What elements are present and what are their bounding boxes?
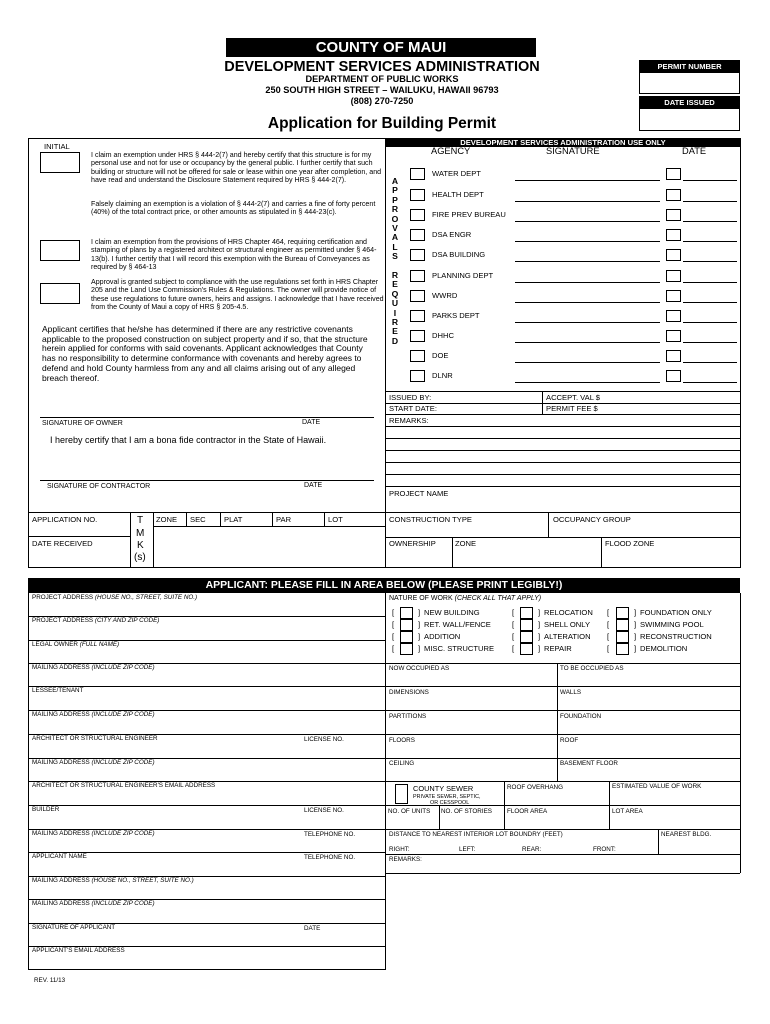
walls-label: WALLS (560, 689, 582, 696)
dimensions-label: DIMENSIONS (389, 689, 429, 696)
legal-owner-label: LEGAL OWNER (FULL NAME) (32, 641, 120, 648)
applicant-banner: APPLICANT: PLEASE FILL IN AREA BELOW (PLEASE PRINT LEGIBLY!) (28, 578, 740, 593)
agency-label-3: DSA ENGR (432, 230, 472, 239)
work-col1-label-3: MISC. STRUCTURE (424, 644, 495, 653)
date-issued-box[interactable] (639, 96, 740, 131)
work-col1-label-1: RET. WALL/FENCE (424, 620, 491, 629)
floors-label: FLOORS (389, 737, 415, 744)
admin-title: DEVELOPMENT SERVICES ADMINISTRATION (224, 59, 540, 75)
no-stories-label: NO. OF STORIES (441, 808, 492, 815)
agency-check-9[interactable] (410, 350, 425, 362)
work-col1-checkbox-3[interactable] (400, 643, 413, 655)
work-col1-checkbox-2[interactable] (400, 631, 413, 643)
estimated-value-label: ESTIMATED VALUE OF WORK (612, 783, 702, 790)
dsa-header: DEVELOPMENT SERVICES ADMINISTRATION USE ONLY (386, 138, 740, 147)
work-col2-checkbox-3[interactable] (520, 643, 533, 655)
contractor-signature-field[interactable] (40, 461, 374, 480)
private-sewer-checkbox[interactable] (395, 794, 408, 804)
architect-extra-label: LICENSE NO. (304, 736, 344, 743)
work-col2-checkbox-0[interactable] (520, 607, 533, 619)
project-name-label: PROJECT NAME (389, 489, 449, 498)
agency-date-box-10[interactable] (666, 370, 681, 382)
agency-label-0: WATER DEPT (432, 169, 481, 178)
agency-label-7: PARKS DEPT (432, 311, 480, 320)
flood-zone-label: FLOOD ZONE (605, 539, 655, 548)
agency-date-box-8[interactable] (666, 330, 681, 342)
tmk-lot-label: LOT (328, 515, 343, 524)
initial-box-1[interactable] (40, 152, 80, 173)
owner-signature-field[interactable] (40, 398, 374, 417)
basement-floor-label: BASEMENT FLOOR (560, 760, 618, 767)
agency-label-1: HEALTH DEPT (432, 190, 484, 199)
issued-by-label: ISSUED BY: (389, 393, 432, 402)
agency-date-box-3[interactable] (666, 229, 681, 241)
accept-val-label: ACCEPT. VAL $ (546, 393, 601, 402)
work-col3-label-2: RECONSTRUCTION (640, 632, 712, 641)
signature-owner-label: SIGNATURE OF OWNER (42, 420, 123, 427)
work-col3-checkbox-2[interactable] (616, 631, 629, 643)
private-sewer-label: PRIVATE SEWER, SEPTIC, (413, 794, 481, 800)
work-col1-checkbox-0[interactable] (400, 607, 413, 619)
initial-box-3[interactable] (40, 283, 80, 304)
applicant-name-extra-label: TELEPHONE NO. (304, 854, 356, 861)
applicant-signature-label: SIGNATURE OF APPLICANT (32, 924, 116, 931)
work-col2-checkbox-1[interactable] (520, 619, 533, 631)
tmk-t: T (137, 515, 144, 526)
contractor-certify-text: I hereby certify that I am a bona fide contractor in the State of Hawaii. (50, 435, 327, 445)
revision-label: REV. 11/13 (34, 977, 66, 984)
ownership-label: OWNERSHIP (389, 539, 436, 548)
agency-label-2: FIRE PREV BUREAU (432, 210, 506, 219)
right-label: RIGHT: (389, 846, 410, 853)
agency-label-6: WWRD (432, 291, 458, 300)
exemption-444-text: I claim an exemption under HRS § 444-2(7) and hereby certify that this structure is for my personal use and not for use or occupancy by the general public. I further certify that such building or structure will not be offered for sale or lease within one year after completion, and have read and understand the Disclosure Statement required by HRS § 444-2(7). (91, 151, 382, 185)
work-col3-label-3: DEMOLITION (640, 644, 688, 653)
date-received-label: DATE RECEIVED (32, 539, 93, 548)
applicant-name-label: APPLICANT NAME (32, 853, 87, 860)
agency-check-10[interactable] (410, 370, 425, 382)
agency-check-1[interactable] (410, 189, 425, 201)
architect-mailing-label: MAILING ADDRESS (INCLUDE ZIP CODE) (32, 759, 155, 766)
tmk-par-label: PAR (276, 515, 292, 524)
roof-label: ROOF (560, 737, 579, 744)
now-occupied-label: NOW OCCUPIED AS (389, 665, 450, 672)
owner-date-label: DATE (302, 419, 321, 426)
tmk-m: M (136, 528, 145, 539)
roof-overhang-label: ROOF OVERHANG (507, 784, 563, 791)
lot-area-label: LOT AREA (612, 808, 643, 815)
tmk-zone-label: ZONE (156, 515, 178, 524)
exemption-444-penalty-text: Falsely claiming an exemption is a violation of § 444-2(7) and carries a fine of forty percent (40%) of the total contract price, or other amounts as stipulated in § 444-23(c). (91, 200, 376, 217)
builder-extra-label: LICENSE NO. (304, 807, 344, 814)
tmk-s: (s) (134, 552, 146, 563)
work-col2-label-1: SHELL ONLY (544, 620, 591, 629)
start-date-label: START DATE: (389, 404, 437, 413)
work-col3-label-0: FOUNDATION ONLY (640, 608, 712, 617)
construction-type-label: CONSTRUCTION TYPE (389, 515, 472, 524)
rear-label: REAR: (522, 846, 542, 853)
nearest-bldg-label: NEAREST BLDG. (661, 831, 712, 838)
agency-check-3[interactable] (410, 229, 425, 241)
cesspool-label: OR CESSPOOL (430, 800, 470, 806)
agency-date-box-5[interactable] (666, 270, 681, 282)
agency-label-8: DHHC (432, 331, 454, 340)
applicant-mailing-label: MAILING ADDRESS (HOUSE NO., STREET, SUITE NO.) (32, 877, 194, 884)
builder-mailing-label: MAILING ADDRESS (INCLUDE ZIP CODE) (32, 830, 155, 837)
dept-name: DEPARTMENT OF PUBLIC WORKS (305, 74, 459, 84)
work-col1-label-0: NEW BUILDING (424, 608, 480, 617)
agency-date-box-6[interactable] (666, 290, 681, 302)
permit-fee-label: PERMIT FEE $ (546, 404, 598, 413)
agency-check-7[interactable] (410, 310, 425, 322)
approvals-required-vertical: A P P R O V A L S R E Q U I R E D (391, 176, 399, 346)
agency-check-5[interactable] (410, 270, 425, 282)
project-address-label: PROJECT ADDRESS (HOUSE NO., STREET, SUITE NO.) (32, 594, 198, 601)
agency-date-box-0[interactable] (666, 168, 681, 180)
floor-area-label: FLOOR AREA (507, 808, 548, 815)
tmk-sec-label: SEC (190, 515, 206, 524)
agency-label-4: DSA BUILDING (432, 250, 486, 259)
agency-label-10: DLNR (432, 371, 453, 380)
owner-mailing-label: MAILING ADDRESS (INCLUDE ZIP CODE) (32, 664, 155, 671)
work-col2-label-2: ALTERATION (544, 632, 591, 641)
page-title: Application for Building Permit (267, 115, 497, 132)
project-city-zip-label: PROJECT ADDRESS (CITY AND ZIP CODE) (32, 617, 160, 624)
no-units-label: NO. OF UNITS (388, 808, 431, 815)
zone-label: ZONE (455, 539, 477, 548)
contractor-date-label: DATE (304, 482, 323, 489)
left-label: LEFT: (459, 846, 476, 853)
covenant-certification-text: Applicant certifies that he/she has determined if there are any restrictive covenants applicable to the proposed construction on subject property and if so, that the structure herein applied for conforms with said covenants. Applicant acknowledges that County has no responsibility to determine conformance with covenants and hereby agrees to defend and hold County harmless from any and all claims arising out of any alleged breach thereof. (42, 324, 368, 383)
work-col1-label-2: ADDITION (424, 632, 461, 641)
architect-label: ARCHITECT OR STRUCTURAL ENGINEER (32, 735, 158, 742)
permit-number-label: PERMIT NUMBER (640, 61, 739, 73)
applicant-mailing-zip-label: MAILING ADDRESS (INCLUDE ZIP CODE) (32, 900, 155, 907)
agency-date-box-7[interactable] (666, 310, 681, 322)
front-label: FRONT: (593, 846, 616, 853)
agency-date-box-9[interactable] (666, 350, 681, 362)
county-banner: COUNTY OF MAUI (226, 38, 536, 57)
dept-address: 250 SOUTH HIGH STREET – WAILUKU, HAWAII 96793 (265, 85, 499, 95)
date-col-label: DATE (682, 146, 707, 156)
applicant-signature-extra-label: DATE (304, 925, 321, 932)
dept-phone: (808) 270-7250 (350, 96, 414, 106)
lessee-tenant-label: LESSEE/TENANT (32, 687, 84, 694)
initial-box-2[interactable] (40, 240, 80, 261)
lessee-mailing-label: MAILING ADDRESS (INCLUDE ZIP CODE) (32, 711, 155, 718)
agency-date-box-2[interactable] (666, 209, 681, 221)
signature-col-label: SIGNATURE (546, 146, 600, 156)
builder-label: BUILDER (32, 806, 60, 813)
work-col2-label-3: REPAIR (544, 644, 572, 653)
work-col3-label-1: SWIMMING POOL (640, 620, 704, 629)
agency-date-box-4[interactable] (666, 249, 681, 261)
work-col1-checkbox-1[interactable] (400, 619, 413, 631)
work-remarks-label: REMARKS: (389, 856, 422, 863)
work-col3-checkbox-1[interactable] (616, 619, 629, 631)
agency-check-4[interactable] (410, 249, 425, 261)
tmk-plat-label: PLAT (224, 515, 243, 524)
work-col2-checkbox-2[interactable] (520, 631, 533, 643)
ceiling-label: CEILING (389, 760, 415, 767)
occupancy-group-label: OCCUPANCY GROUP (553, 515, 631, 524)
initial-label: INITIAL (44, 142, 70, 151)
agency-check-2[interactable] (410, 209, 425, 221)
tmk-k: K (137, 540, 144, 551)
agency-col-label: AGENCY (431, 146, 471, 156)
foundation-label: FOUNDATION (560, 713, 602, 720)
signature-contractor-label: SIGNATURE OF CONTRACTOR (47, 483, 151, 490)
agency-label-9: DOE (432, 351, 449, 360)
builder-mailing-extra-label: TELEPHONE NO. (304, 831, 356, 838)
architect-email-label: ARCHITECT OR STRUCTURAL ENGINEER'S EMAIL ADDRESS (32, 782, 216, 789)
work-col2-label-0: RELOCATION (544, 608, 593, 617)
date-issued-label: DATE ISSUED (640, 97, 739, 109)
agency-check-8[interactable] (410, 330, 425, 342)
nature-of-work-label: NATURE OF WORK (CHECK ALL THAT APPLY) (389, 595, 542, 602)
to-be-occupied-label: TO BE OCCUPIED AS (560, 665, 624, 672)
distance-label: DISTANCE TO NEAREST INTERIOR LOT BOUNDRY (FEET) (389, 831, 563, 838)
partitions-label: PARTITIONS (389, 713, 427, 720)
exemption-464-text: I claim an exemption from the provisions of HRS Chapter 464, requiring certification and stamping of plans by a registered architect or structural engineer as permitted under § 464-13(b). I further certify that I will record this exemption with the Bureau of Conveyances as required by § 464-13 (91, 238, 377, 272)
applicant-email-label: APPLICANT'S EMAIL ADDRESS (32, 947, 125, 954)
county-sewer-label: COUNTY SEWER (413, 784, 474, 793)
agency-check-0[interactable] (410, 168, 425, 180)
work-col3-checkbox-3[interactable] (616, 643, 629, 655)
agency-date-box-1[interactable] (666, 189, 681, 201)
exemption-205-text: Approval is granted subject to compliance with the use regulations set forth in HRS Chapter 205 and the Land Use Commission's Rules & Regulations. The owner will provide notice of these use regulations to future owners, heirs and assigns. I acknowledge that I have received from the County of Maui a copy of HRS § 205-4.5. (91, 278, 384, 312)
work-col3-checkbox-0[interactable] (616, 607, 629, 619)
agency-label-5: PLANNING DEPT (432, 271, 494, 280)
agency-check-6[interactable] (410, 290, 425, 302)
dsa-remarks-label: REMARKS: (389, 416, 429, 425)
application-no-label: APPLICATION NO. (32, 515, 98, 524)
permit-number-box[interactable] (639, 60, 740, 94)
